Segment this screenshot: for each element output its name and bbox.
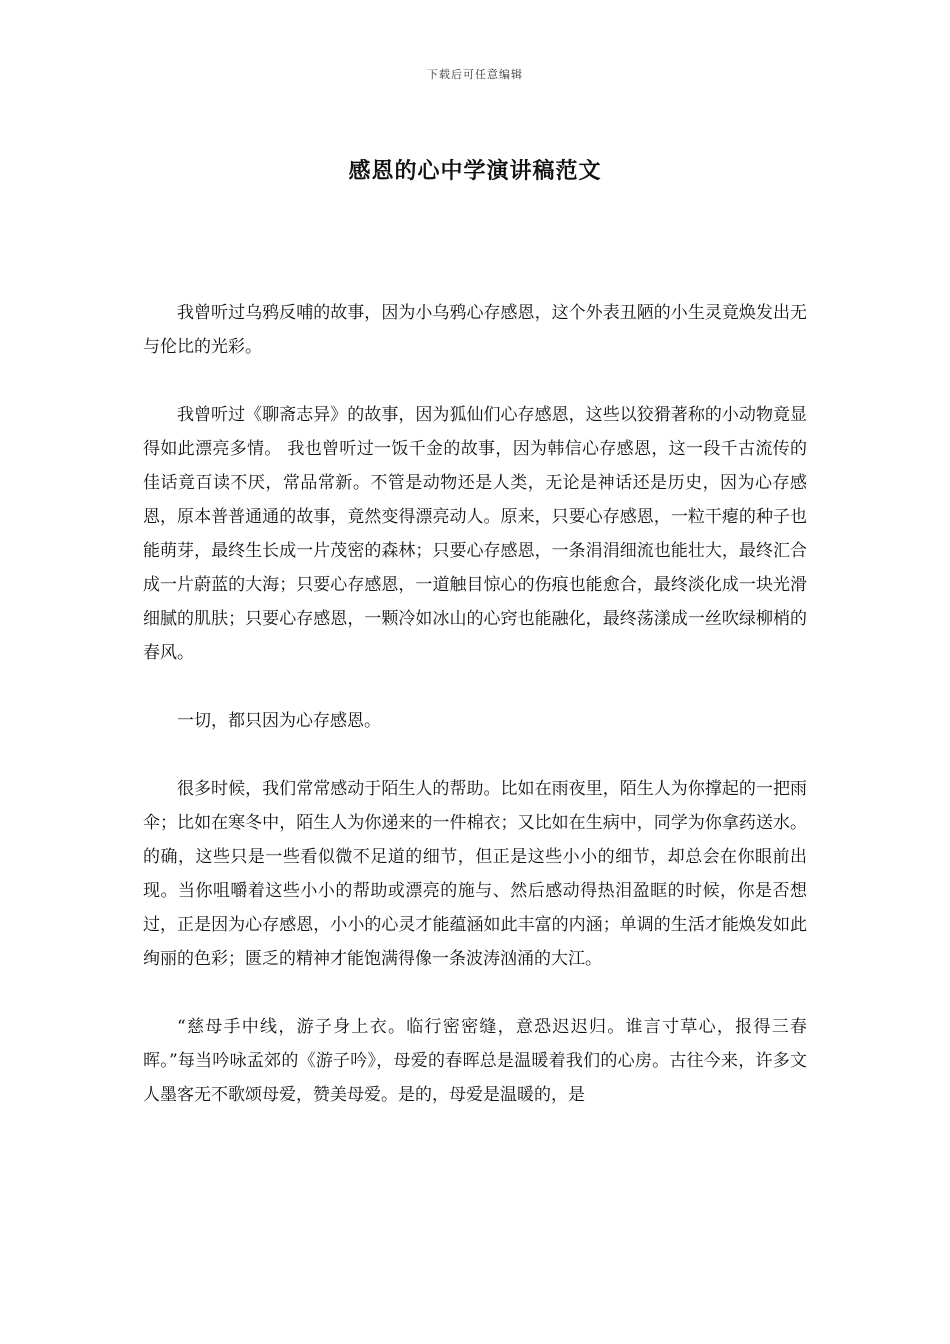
- paragraph-5: “慈母手中线，游子身上衣。临行密密缝，意恐迟迟归。谁言寸草心，报得三春晖。”每当吟咏孟郊的《游子吟》，母爱的春晖总是温暖着我们的心房。古往今来，许多文人墨客无不歌颂母爱，赞美母爱。是的，母爱是温暖的，是: [143, 1017, 807, 1105]
- document-body: [143, 296, 807, 1146]
- paragraph-2: 我曾听过《聊斋志异》的故事，因为狐仙们心存感恩，这些以狡猾著称的小动物竟显得如此漂亮多情。 我也曾听过一饭千金的故事，因为韩信心存感恩，这一段千古流传的佳话竟百读不厌，常品常新。不管是动物还是人类，无论是神话还是历史，因为心存感恩，原本普普通通的故事，竟然变得漂亮动人。原来，只要心存感恩，一粒干瘪的种子也能萌芽，最终生长成一片茂密的森林；只要心存感恩，一条涓涓细流也能壮大，最终汇合成一片蔚蓝的大海；只要心存感恩，一道触目惊心的伤痕也能愈合，最终淡化成一块光滑细腻的肌肤；只要心存感恩，一颗冷如冰山的心窍也能融化，最终荡漾成一丝吹绿柳梢的春风。: [143, 405, 807, 663]
- document-title: 感恩的心中学演讲稿范文: [348, 158, 602, 184]
- paragraph-3: 一切，都只因为心存感恩。: [177, 711, 381, 731]
- paragraph-1: 我曾听过乌鸦反哺的故事，因为小乌鸦心存感恩，这个外表丑陋的小生灵竟焕发出无与伦比的光彩。: [143, 303, 807, 357]
- paragraph-4: 很多时候，我们常常感动于陌生人的帮助。比如在雨夜里，陌生人为你撑起的一把雨伞；比如在寒冬中，陌生人为你递来的一件棉衣；又比如在生病中，同学为你拿药送水。的确，这些只是一些看似微不足道的细节，但正是这些小小的细节，却总会在你眼前出现。当你咀嚼着这些小小的帮助或漂亮的施与、然后感动得热泪盈眶的时候，你是否想过，正是因为心存感恩，小小的心灵才能蕴涵如此丰富的内涵；单调的生活才能焕发如此绚丽的色彩；匮乏的精神才能饱满得像一条波涛汹涌的大江。: [143, 779, 807, 969]
- header-note: 下载后可任意编辑: [427, 68, 523, 81]
